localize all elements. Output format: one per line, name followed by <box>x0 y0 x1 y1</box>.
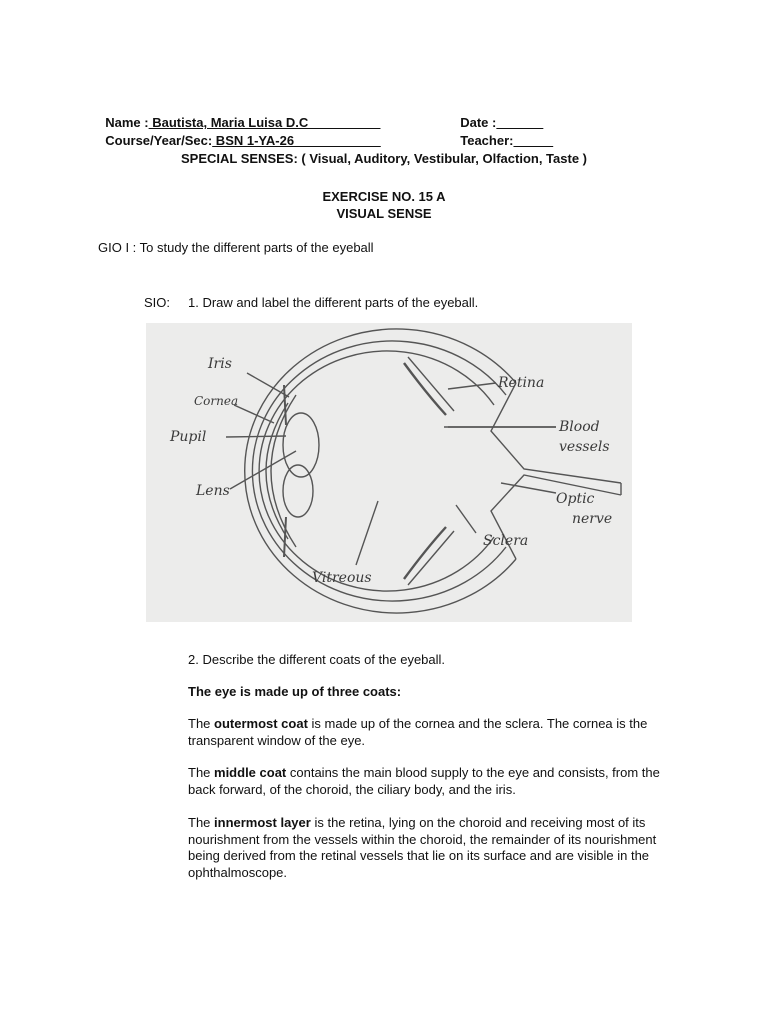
gio-objective: GIO I : To study the different parts of the eyeball <box>98 240 374 255</box>
course-label: Course/Year/Sec: <box>105 133 213 148</box>
p1-post: is made up of the cornea and the sclera. The cornea is the transparent window of the eye. <box>188 716 648 748</box>
teacher-label: Teacher: <box>460 133 514 148</box>
sio-label: SIO: <box>144 295 171 310</box>
course-value: BSN 1-YA-26 <box>212 133 381 148</box>
p1-bold: outermost coat <box>214 716 308 731</box>
label-retina: Retina <box>498 375 545 391</box>
label-lens: Lens <box>196 483 230 499</box>
p1-pre: The <box>188 716 215 731</box>
name-label: Name : <box>105 115 149 130</box>
label-nerve: nerve <box>572 511 613 527</box>
p2-pre: The <box>188 765 215 780</box>
sio-text: 1. Draw and label the different parts of the eyeball. <box>188 295 479 310</box>
p2-post: contains the main blood supply to the eye and consists, from the back forward, of the choroid, the ciliary body, and the iris. <box>188 765 660 797</box>
label-vitreous: Vitreous <box>312 570 372 586</box>
exercise-number: EXERCISE NO. 15 A <box>322 189 446 204</box>
eyeball-drawing <box>146 323 632 622</box>
document-title: SPECIAL SENSES: ( Visual, Auditory, Vestibular, Olfaction, Taste ) <box>181 151 587 166</box>
date-label: Date : <box>460 115 497 130</box>
paragraph-outermost-coat <box>188 716 688 749</box>
p3-bold: innermost layer <box>214 815 311 830</box>
label-iris: Iris <box>208 356 232 372</box>
question-2: 2. Describe the different coats of the eyeball. <box>188 652 446 667</box>
exercise-title: VISUAL SENSE <box>336 206 432 221</box>
course-row <box>98 118 381 148</box>
label-cornea: Cornea <box>194 394 239 408</box>
label-sclera: Sclera <box>483 533 529 549</box>
teacher-value <box>513 133 553 148</box>
paragraph-middle-coat <box>188 765 688 798</box>
eyeball-diagram <box>146 323 632 622</box>
p3-pre: The <box>188 815 215 830</box>
name-value: Bautista, Maria Luisa D.C <box>148 115 381 130</box>
p3-post: is the retina, lying on the choroid and receiving most of its nourishment from the vessels within the choroid, the remainder of its nourishment being derived from the retinal vessels that lie on its surface and are visible in the ophthalmoscope. <box>188 815 657 880</box>
answer-heading: The eye is made up of three coats: <box>188 684 402 699</box>
label-blood: Blood <box>559 419 600 435</box>
p2-bold: middle coat <box>214 765 287 780</box>
label-pupil: Pupil <box>170 429 207 445</box>
teacher-row <box>453 118 553 148</box>
label-optic: Optic <box>556 491 595 507</box>
label-vessels: vessels <box>559 439 610 455</box>
paragraph-innermost-layer <box>188 815 686 881</box>
